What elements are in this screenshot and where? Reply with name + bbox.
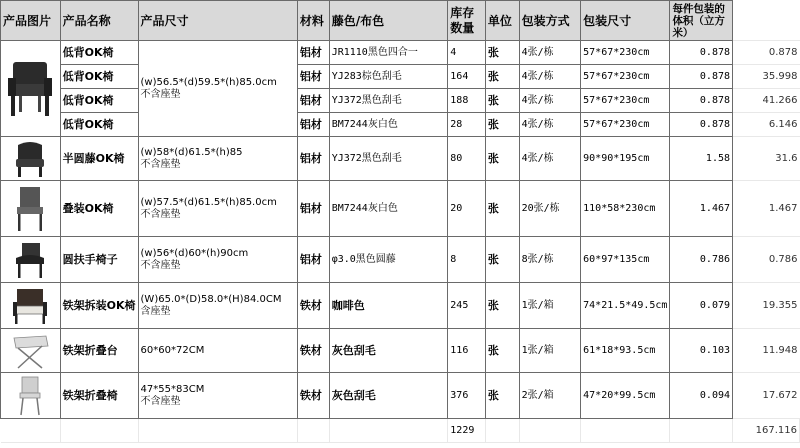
product-photo[interactable] <box>1 329 61 373</box>
color[interactable]: φ3.0黑色圆藤 <box>329 237 448 283</box>
table-row[interactable] <box>1 283 800 329</box>
product-photo[interactable] <box>1 181 61 237</box>
unit[interactable]: 张 <box>485 181 519 237</box>
empty-cell[interactable] <box>60 419 138 443</box>
product-name[interactable]: 低背OK椅 <box>60 113 138 137</box>
volume[interactable]: 1.467 <box>670 181 733 237</box>
pack-size[interactable]: 57*67*230cm <box>581 65 670 89</box>
pack[interactable]: 4张/栋 <box>519 113 581 137</box>
product-size[interactable] <box>138 137 297 181</box>
unit[interactable]: 张 <box>485 329 519 373</box>
size-text: (W)65.0*(D)58.0*(H)84.0CM 含座垫 <box>140 293 282 317</box>
empty-cell[interactable] <box>1 419 61 443</box>
material[interactable]: 铝材 <box>297 41 329 65</box>
header-photo[interactable]: 产品图片 <box>1 1 61 41</box>
pack[interactable]: 1张/箱 <box>519 329 581 373</box>
volume[interactable]: 0.878 <box>670 65 733 89</box>
row-total[interactable]: 41.266 <box>733 89 800 113</box>
stock[interactable]: 80 <box>448 137 486 181</box>
header-volume[interactable]: 每件包装的体积（立方米） <box>670 1 733 41</box>
stock[interactable]: 245 <box>448 283 486 329</box>
pack-size[interactable]: 60*97*135cm <box>581 237 670 283</box>
gray-stacking-chair-icon <box>12 185 48 233</box>
row-total[interactable]: 0.878 <box>733 41 800 65</box>
row-total[interactable]: 0.786 <box>733 237 800 283</box>
color[interactable]: JR1110黑色四合一 <box>329 41 448 65</box>
pack[interactable]: 20张/栋 <box>519 181 581 237</box>
color[interactable]: 咖啡色 <box>329 283 448 329</box>
header-stock[interactable]: 库存数量 <box>448 1 486 41</box>
unit[interactable]: 张 <box>485 65 519 89</box>
product-photo[interactable] <box>1 283 61 329</box>
pack-size[interactable]: 47*20*99.5cm <box>581 373 670 419</box>
pack-size[interactable]: 90*90*195cm <box>581 137 670 181</box>
unit[interactable]: 张 <box>485 113 519 137</box>
product-name[interactable]: 低背OK椅 <box>60 65 138 89</box>
product-name[interactable]: 铁架拆装OK椅 <box>60 283 138 329</box>
row-total[interactable]: 1.467 <box>733 181 800 237</box>
pack[interactable]: 1张/箱 <box>519 283 581 329</box>
product-size[interactable] <box>138 329 297 373</box>
volume[interactable]: 0.878 <box>670 89 733 113</box>
product-size[interactable] <box>138 181 297 237</box>
size-text: 47*55*83CM 不含座垫 <box>140 383 205 407</box>
color[interactable]: YJ372黑色刮毛 <box>329 89 448 113</box>
grand-total[interactable]: 167.116 <box>733 419 800 443</box>
material[interactable]: 铁材 <box>297 283 329 329</box>
table-row[interactable] <box>1 41 800 65</box>
product-photo[interactable] <box>1 137 61 181</box>
metal-kd-chair-with-cushion-icon <box>9 286 51 326</box>
product-name[interactable]: 铁架折叠台 <box>60 329 138 373</box>
color[interactable]: 灰色刮毛 <box>329 373 448 419</box>
row-total[interactable]: 19.355 <box>733 283 800 329</box>
table-row[interactable] <box>1 373 800 419</box>
empty-cell[interactable] <box>138 419 297 443</box>
unit[interactable]: 张 <box>485 41 519 65</box>
material[interactable]: 铝材 <box>297 181 329 237</box>
table-row[interactable] <box>1 329 800 373</box>
header-size[interactable]: 产品尺寸 <box>138 1 297 41</box>
table-row[interactable] <box>1 65 800 89</box>
table-row[interactable] <box>1 181 800 237</box>
header-pack[interactable]: 包装方式 <box>519 1 581 41</box>
color[interactable]: BM7244灰白色 <box>329 181 448 237</box>
stock[interactable]: 188 <box>448 89 486 113</box>
product-photo[interactable] <box>1 373 61 419</box>
stock[interactable]: 116 <box>448 329 486 373</box>
metal-folding-table-icon <box>8 332 52 370</box>
unit[interactable]: 张 <box>485 137 519 181</box>
product-name[interactable]: 圆扶手椅子 <box>60 237 138 283</box>
volume[interactable]: 0.094 <box>670 373 733 419</box>
table-row[interactable] <box>1 137 800 181</box>
empty-cell[interactable] <box>519 419 581 443</box>
pack[interactable]: 4张/栋 <box>519 137 581 181</box>
pack-size[interactable]: 57*67*230cm <box>581 113 670 137</box>
header-material[interactable]: 材料 <box>297 1 329 41</box>
volume[interactable]: 1.58 <box>670 137 733 181</box>
volume[interactable]: 0.878 <box>670 113 733 137</box>
size-text: (w)56.5*(d)59.5*(h)85.0cm 不含座垫 <box>140 76 277 100</box>
volume[interactable]: 0.878 <box>670 41 733 65</box>
header-unit[interactable]: 单位 <box>485 1 519 41</box>
pack-size[interactable]: 74*21.5*49.5cm <box>581 283 670 329</box>
pack-size[interactable]: 110*58*230cm <box>581 181 670 237</box>
row-total[interactable]: 35.998 <box>733 65 800 89</box>
volume[interactable]: 0.103 <box>670 329 733 373</box>
stock[interactable]: 28 <box>448 113 486 137</box>
material[interactable]: 铁材 <box>297 329 329 373</box>
product-name[interactable]: 叠装OK椅 <box>60 181 138 237</box>
header-row <box>1 1 800 41</box>
pack-size[interactable]: 57*67*230cm <box>581 41 670 65</box>
totals-row[interactable] <box>1 419 800 443</box>
empty-cell[interactable] <box>670 419 733 443</box>
product-photo[interactable] <box>1 237 61 283</box>
table-row[interactable] <box>1 89 800 113</box>
material[interactable]: 铝材 <box>297 89 329 113</box>
pack[interactable]: 4张/栋 <box>519 89 581 113</box>
product-photo[interactable] <box>1 41 61 137</box>
product-size[interactable] <box>138 41 297 137</box>
stock[interactable]: 164 <box>448 65 486 89</box>
unit[interactable]: 张 <box>485 283 519 329</box>
product-name[interactable]: 低背OK椅 <box>60 41 138 65</box>
stock[interactable]: 20 <box>448 181 486 237</box>
pack[interactable]: 2张/箱 <box>519 373 581 419</box>
color[interactable]: BM7244灰白色 <box>329 113 448 137</box>
size-text: (w)58*(d)61.5*(h)85 不含座垫 <box>140 146 243 170</box>
material[interactable]: 铝材 <box>297 65 329 89</box>
pack[interactable]: 8张/栋 <box>519 237 581 283</box>
metal-folding-chair-icon <box>13 375 47 417</box>
empty-cell[interactable] <box>297 419 329 443</box>
color[interactable]: 灰色刮毛 <box>329 329 448 373</box>
empty-cell[interactable] <box>485 419 519 443</box>
size-text: (w)57.5*(d)61.5*(h)85.0cm 不含座垫 <box>140 196 277 220</box>
row-total[interactable]: 6.146 <box>733 113 800 137</box>
empty-cell[interactable] <box>329 419 448 443</box>
unit[interactable]: 张 <box>485 89 519 113</box>
empty-cell[interactable] <box>733 1 800 41</box>
unit[interactable]: 张 <box>485 373 519 419</box>
pack-size[interactable]: 57*67*230cm <box>581 89 670 113</box>
size-text: 60*60*72CM <box>140 344 205 356</box>
material[interactable]: 铁材 <box>297 373 329 419</box>
black-rattan-armchair-icon <box>4 56 56 122</box>
black-half-round-chair-icon <box>10 139 50 179</box>
table-row[interactable] <box>1 237 800 283</box>
stock[interactable]: 376 <box>448 373 486 419</box>
material[interactable]: 铝材 <box>297 237 329 283</box>
product-name[interactable]: 半圆藤OK椅 <box>60 137 138 181</box>
row-total[interactable]: 31.6 <box>733 137 800 181</box>
empty-cell[interactable] <box>581 419 670 443</box>
header-name[interactable]: 产品名称 <box>60 1 138 41</box>
color[interactable]: YJ372黑色刮毛 <box>329 137 448 181</box>
header-color[interactable]: 藤色/布色 <box>329 1 448 41</box>
size-text: (w)56*(d)60*(h)90cm 不含座垫 <box>140 247 249 271</box>
stock[interactable]: 8 <box>448 237 486 283</box>
product-size[interactable] <box>138 283 297 329</box>
pack[interactable]: 4张/栋 <box>519 41 581 65</box>
row-total[interactable]: 17.672 <box>733 373 800 419</box>
material[interactable]: 铝材 <box>297 137 329 181</box>
material[interactable]: 铝材 <box>297 113 329 137</box>
product-size[interactable] <box>138 237 297 283</box>
product-name[interactable]: 铁架折叠椅 <box>60 373 138 419</box>
pack-size[interactable]: 61*18*93.5cm <box>581 329 670 373</box>
unit[interactable]: 张 <box>485 237 519 283</box>
color[interactable]: YJ283棕色刮毛 <box>329 65 448 89</box>
row-total[interactable]: 11.948 <box>733 329 800 373</box>
table-row[interactable] <box>1 113 800 137</box>
header-pack-size[interactable]: 包装尺寸 <box>581 1 670 41</box>
volume[interactable]: 0.786 <box>670 237 733 283</box>
round-arm-chair-icon <box>10 240 50 280</box>
pack[interactable]: 4张/栋 <box>519 65 581 89</box>
product-name[interactable]: 低背OK椅 <box>60 89 138 113</box>
stock-total[interactable]: 1229 <box>448 419 486 443</box>
product-size[interactable] <box>138 373 297 419</box>
volume[interactable]: 0.079 <box>670 283 733 329</box>
stock[interactable]: 4 <box>448 41 486 65</box>
